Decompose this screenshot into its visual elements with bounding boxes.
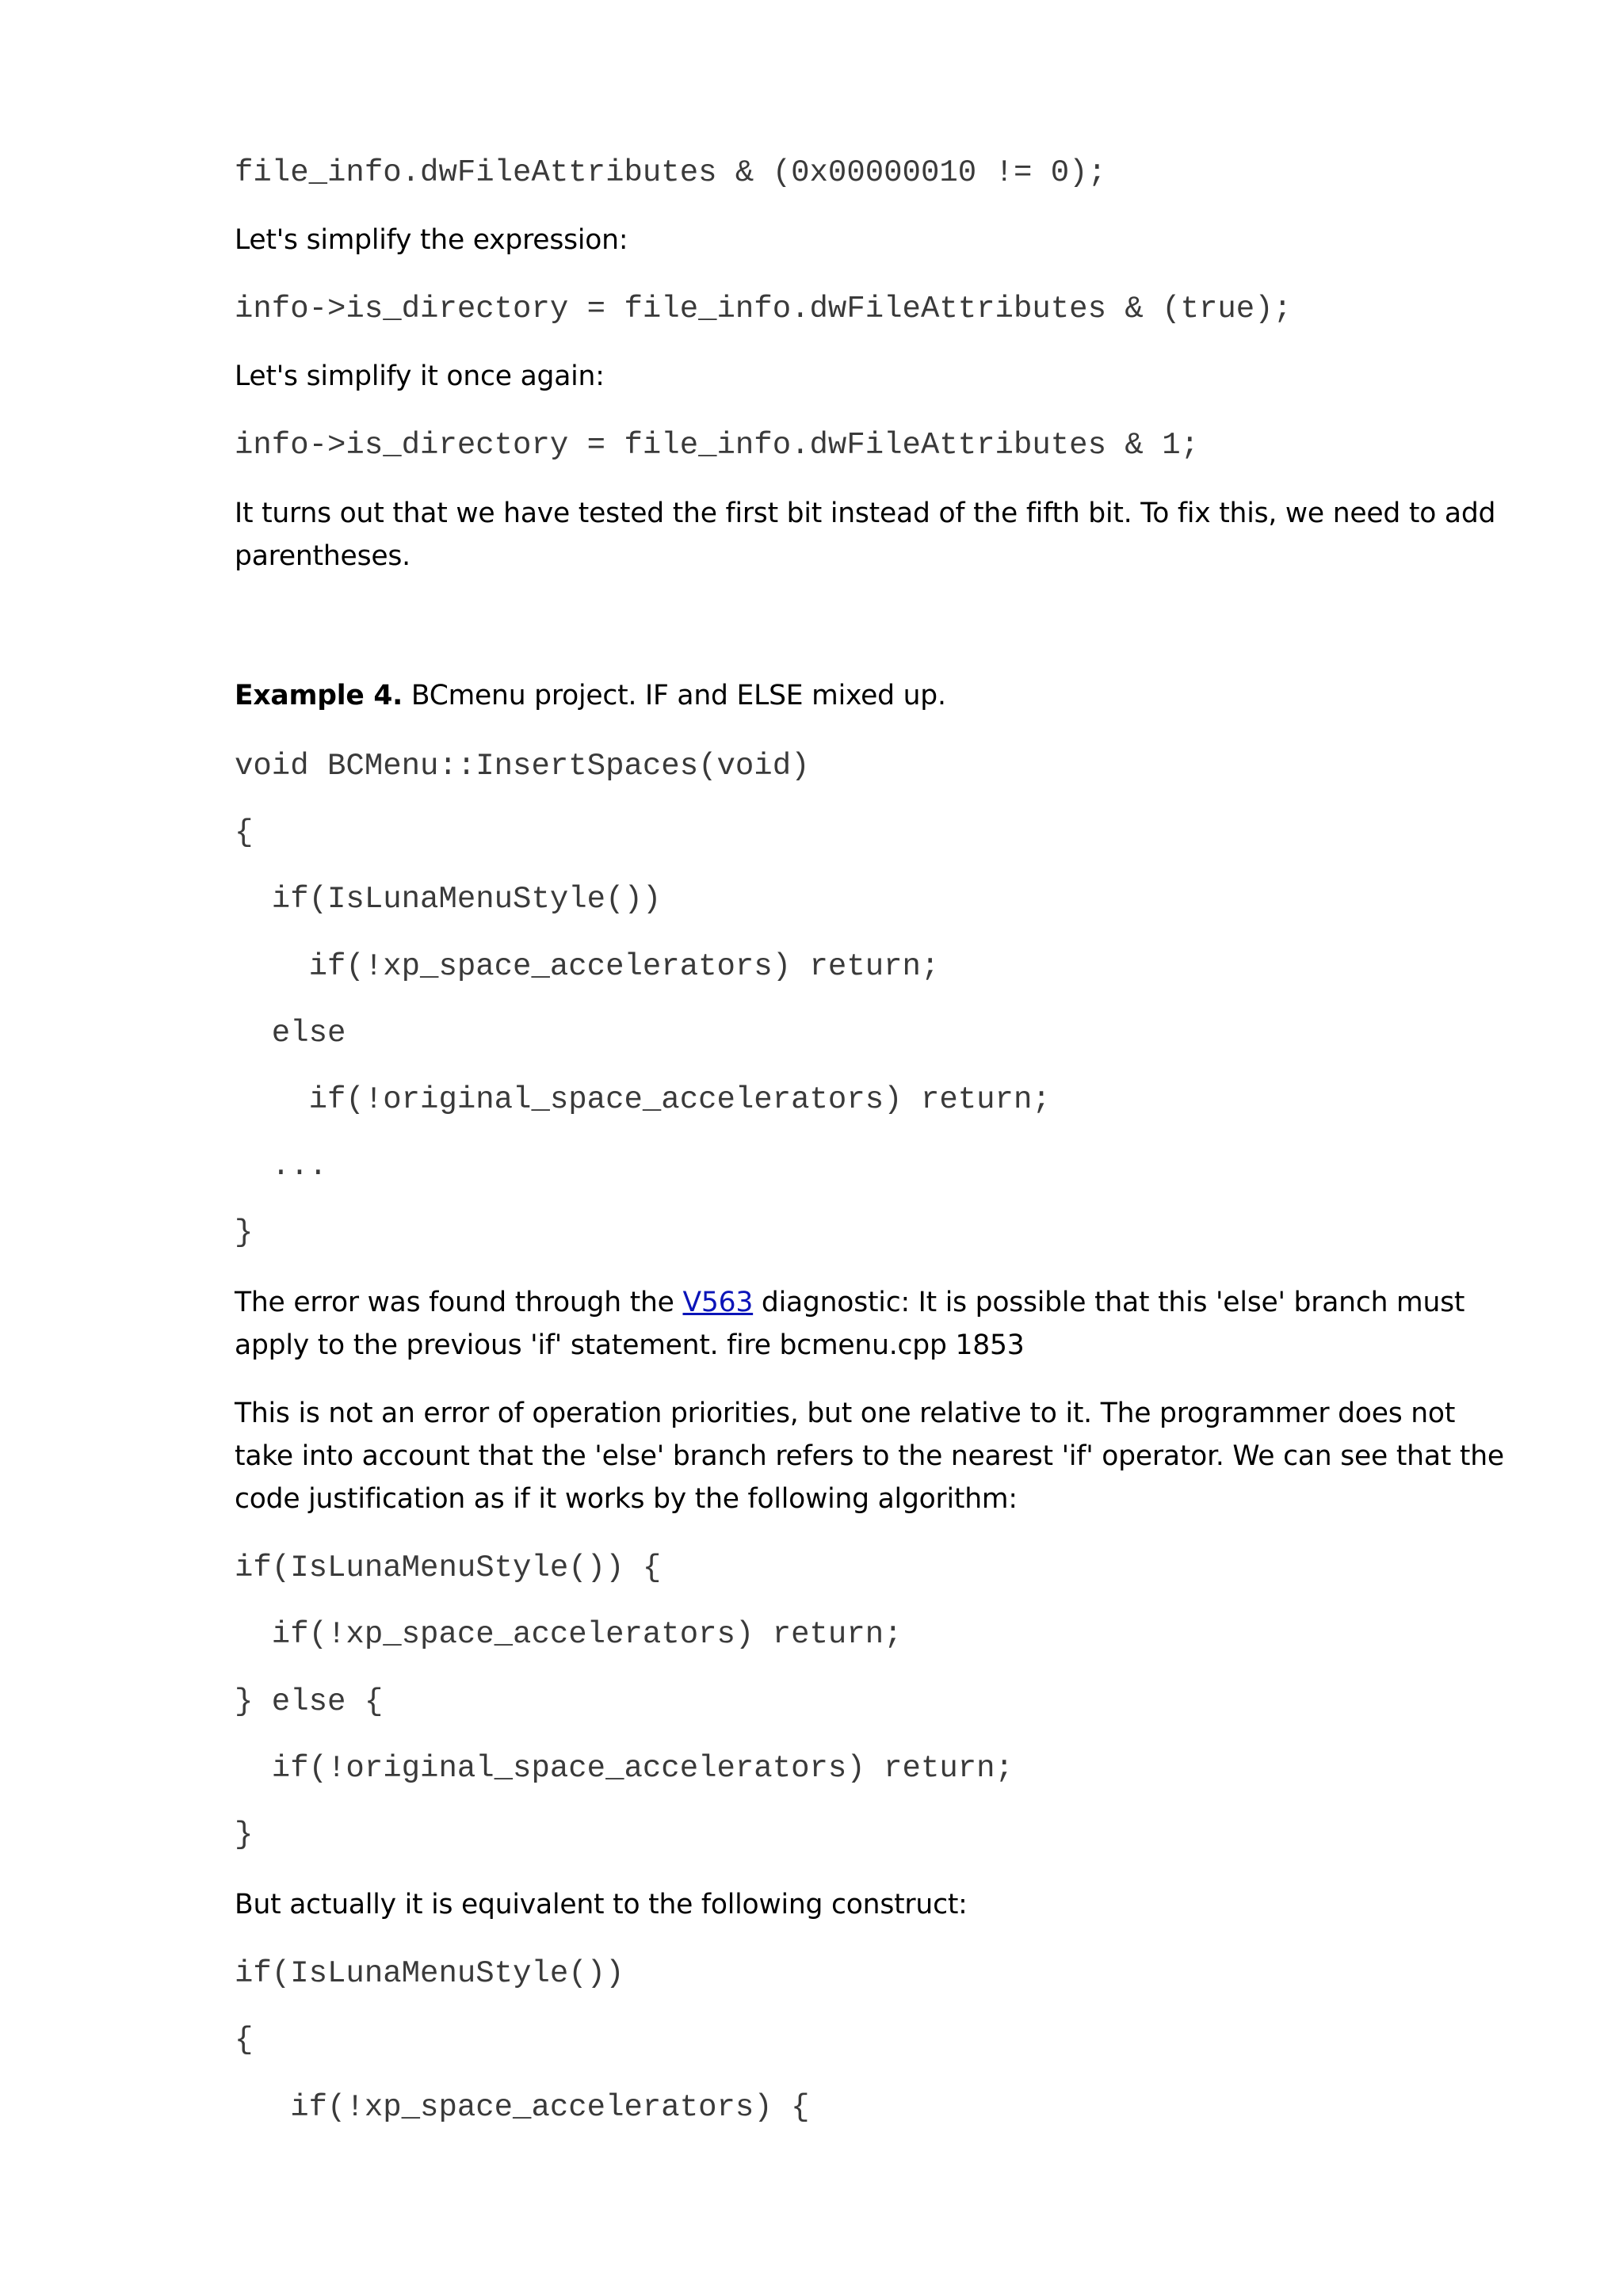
code-line: { [235,815,254,850]
code-line: } else { [235,1684,384,1719]
code-line: if(IsLunaMenuStyle()) [235,1956,624,1991]
code-line: } [235,1817,254,1852]
code-line: if(!original_space_accelerators) return; [235,1082,1051,1117]
code-line: if(!xp_space_accelerators) { [235,2090,810,2125]
paragraph-text: diagnostic: It is possible that this 'else' branch must apply to the previous 'if' statement. fire bcmenu.cpp 1853 [235,1287,1465,1361]
code-line: if(IsLunaMenuStyle()) [235,882,662,917]
paragraph: It turns out that we have tested the first bit instead of the fifth bit. To fix this, we need to add parentheses. [235,498,1496,572]
code-line: if(IsLunaMenuStyle()) { [235,1550,662,1585]
paragraph [235,1281,1518,1367]
paragraph: Let's simplify the expression: [235,224,628,256]
code-line: if(!original_space_accelerators) return; [235,1751,1014,1786]
code-line: else [235,1016,346,1051]
paragraph-text: The error was found through the [235,1287,683,1318]
code-line: void BCMenu::InsertSpaces(void) [235,749,810,784]
paragraph: Let's simplify it once again: [235,360,605,392]
code-line: info->is_directory = file_info.dwFileAttributes & (true); [235,292,1293,326]
paragraph: But actually it is equivalent to the following construct: [235,1889,968,1920]
paragraph: This is not an error of operation priorities, but one relative to it. The programmer does not take into account that the 'else' branch refers to the nearest 'if' operator. We can see that the code justification as if it works by the following algorithm: [235,1398,1504,1515]
code-line: if(!xp_space_accelerators) return; [235,1617,903,1652]
diagnostic-link[interactable]: V563 [682,1287,754,1318]
example-heading-description: BCmenu project. IF and ELSE mixed up. [403,680,946,711]
code-line: } [235,1215,254,1250]
code-line: file_info.dwFileAttributes & (0x00000010 != 0); [235,155,1106,190]
code-line: info->is_directory = file_info.dwFileAttributes & 1; [235,428,1199,463]
example-heading-label: Example 4. [235,680,403,711]
code-line: if(!xp_space_accelerators) return; [235,949,940,984]
code-line: ... [235,1149,328,1184]
example-heading [235,674,1518,717]
code-line: { [235,2023,254,2058]
